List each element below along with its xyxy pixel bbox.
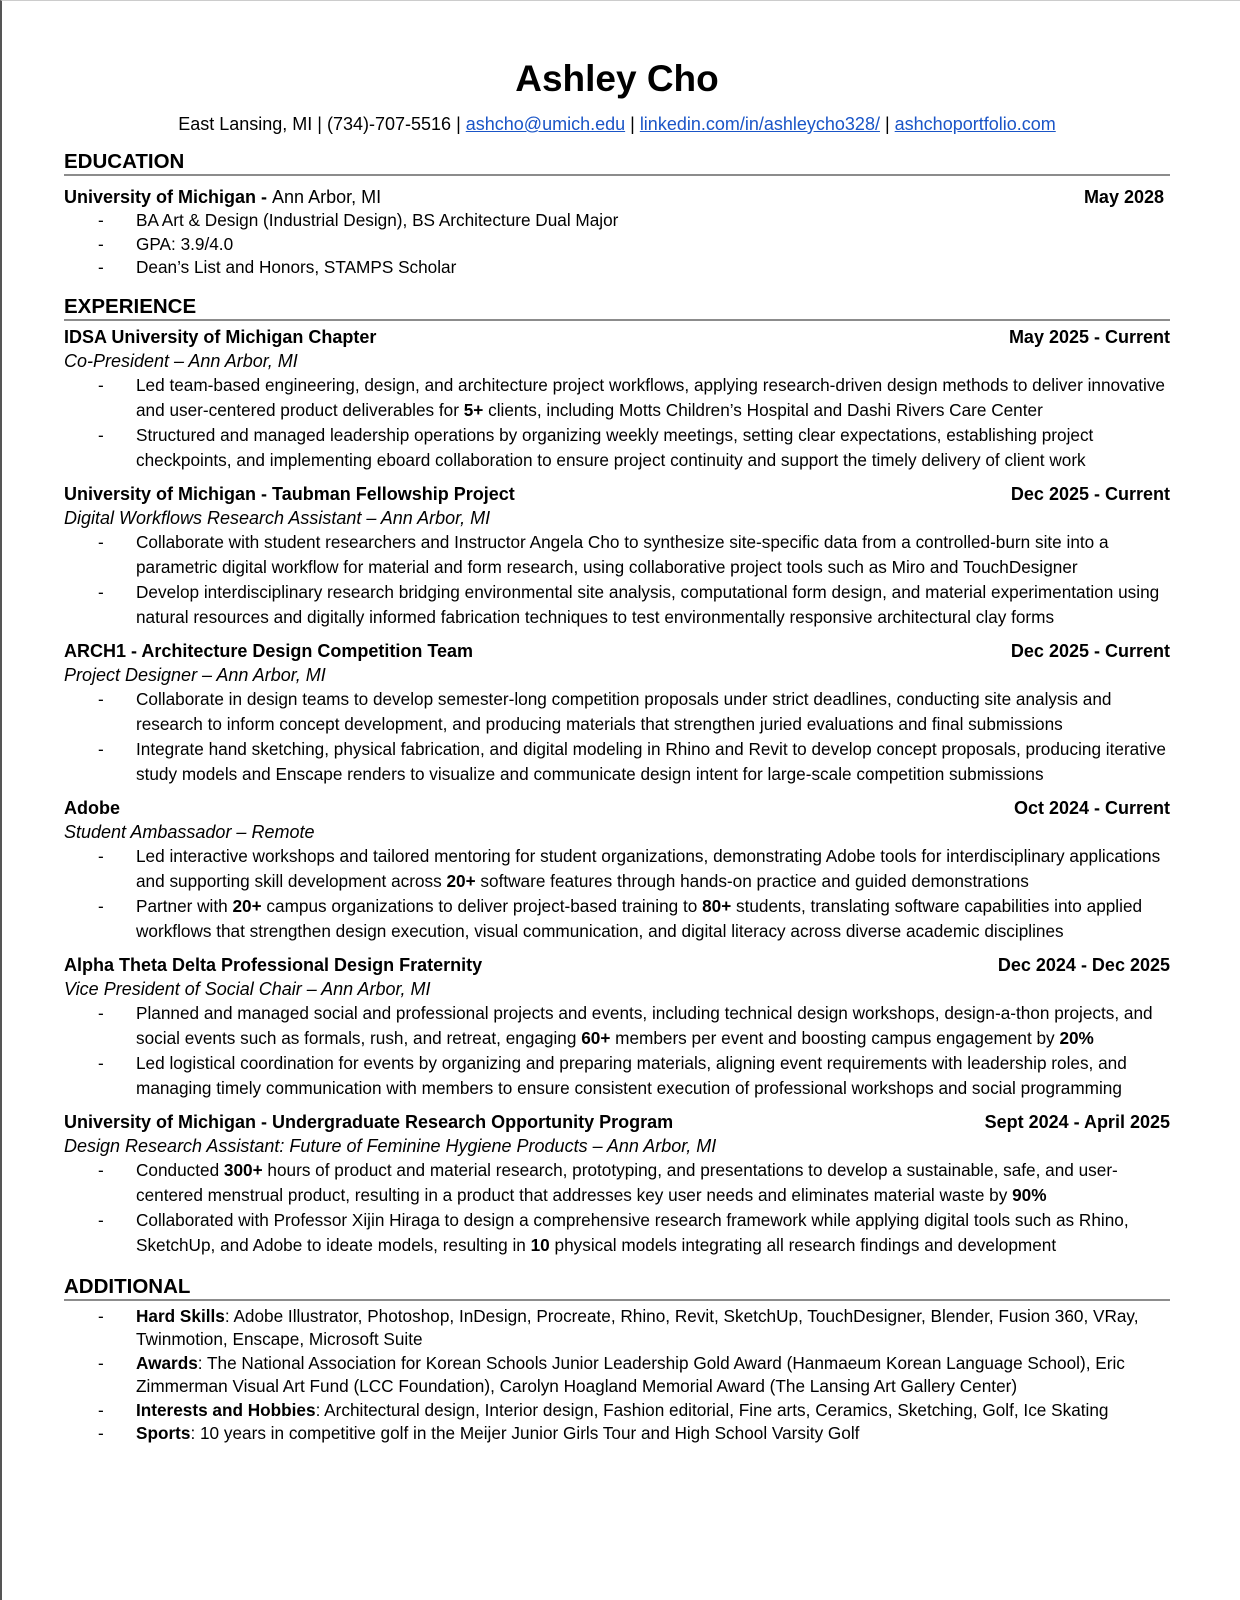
experience-bullets — [64, 1158, 1170, 1258]
education-header — [64, 185, 1170, 209]
role-title: Project Designer – Ann Arbor, MI — [64, 664, 326, 685]
bullet-text: clients, including Motts Children’s Hospital and Dashi Rivers Care Center — [483, 399, 1043, 420]
item-label: Hard Skills — [136, 1305, 225, 1326]
highlight-metric: 5+ — [463, 399, 484, 420]
education-entry — [64, 185, 1170, 280]
list-item — [64, 894, 1170, 944]
list-item — [64, 737, 1170, 787]
experience-bullets — [64, 687, 1170, 787]
experience-date: Dec 2024 - Dec 2025 — [997, 954, 1170, 975]
list-item — [64, 1208, 1170, 1258]
highlight-metric: 300+ — [223, 1159, 263, 1180]
item-text: : Architectural design, Interior design, Fashion editorial, Fine arts, Ceramics, Sketching, Golf, Ice Skating — [315, 1399, 1109, 1420]
list-item: - BA Art & Design (Industrial Design), BS Architecture Dual Major — [64, 209, 1170, 233]
bullet-text: Partner with — [136, 895, 233, 916]
experience-header — [64, 953, 1170, 977]
school-org: University of Michigan - — [64, 187, 273, 207]
experience-entry — [64, 1110, 1170, 1258]
experience-entry — [64, 482, 1170, 630]
bullet-text: Planned and managed social and professional projects and events, including technical design workshops, design-a-thon projects, and social events such as formals, rush, and retreat, engaging — [136, 1002, 1153, 1048]
education-bullets — [64, 209, 1170, 280]
organization-name: University of Michigan - Undergraduate Research Opportunity Program — [64, 1111, 674, 1132]
highlight-metric: 60+ — [581, 1027, 611, 1048]
contact-separator: | — [879, 114, 895, 134]
experience-bullets — [64, 1001, 1170, 1101]
education-date: May 2028 — [1083, 187, 1164, 207]
section-title-additional: ADDITIONAL — [64, 1276, 1170, 1301]
school-name — [64, 185, 381, 209]
highlight-metric: 20% — [1059, 1027, 1094, 1048]
section-title-experience: EXPERIENCE — [64, 296, 1170, 321]
bullet-text: Conducted — [136, 1159, 224, 1180]
list-item — [64, 844, 1170, 894]
list-item — [64, 1158, 1170, 1208]
experience-header — [64, 796, 1170, 820]
bullet-text: hours of product and material research, prototyping, and presentations to develop a sustainable, safe, and user-centered menstrual product, resulting in a product that addresses key user needs and eliminates material waste by — [136, 1159, 1118, 1205]
email-link[interactable]: ashcho@umich.edu — [465, 114, 626, 134]
role-title: Co-President – Ann Arbor, MI — [64, 350, 298, 371]
experience-bullets — [64, 844, 1170, 944]
list-item — [64, 1305, 1170, 1352]
experience-entry — [64, 325, 1170, 473]
list-item — [64, 1352, 1170, 1399]
bullet-text: members per event and boosting campus engagement by — [610, 1027, 1060, 1048]
experience-date: May 2025 - Current — [1008, 326, 1170, 347]
bullet-text: Collaborate with student researchers and Instructor Angela Cho to synthesize site-specific data from a controlled-burn site into a parametric digital workflow for material and form research, using collaborative project tools such as Miro and TouchDesigner — [136, 531, 1109, 577]
role-title: Design Research Assistant: Future of Feminine Hygiene Products – Ann Arbor, MI — [64, 1135, 717, 1156]
item-text: : Adobe Illustrator, Photoshop, InDesign, Procreate, Rhino, Revit, SketchUp, TouchDesigner, Blender, Fusion 360, VRay, Twinmotion, Enscape, Microsoft Suite — [136, 1305, 1139, 1349]
list-item — [64, 580, 1170, 630]
list-item — [64, 1399, 1170, 1423]
organization-name: IDSA University of Michigan Chapter — [64, 326, 377, 347]
list-item: - Dean’s List and Honors, STAMPS Scholar — [64, 256, 1170, 280]
school-location: Ann Arbor, MI — [272, 187, 382, 207]
bullet-text: physical models integrating all research findings and development — [549, 1234, 1057, 1255]
experience-entry — [64, 796, 1170, 944]
bullet-text: Led logistical coordination for events by organizing and preparing materials, aligning event requirements with leadership roles, and managing timely communication with members to ensure consistent execution of professional workshops and social programming — [136, 1052, 1127, 1098]
experience-bullets — [64, 373, 1170, 473]
role-title: Digital Workflows Research Assistant – Ann Arbor, MI — [64, 507, 491, 528]
bullet-text: Structured and managed leadership operations by organizing weekly meetings, setting clear expectations, establishing project checkpoints, and implementing eboard collaboration to ensure project continuity and support the timely delivery of client work — [136, 424, 1094, 470]
experience-header — [64, 1110, 1170, 1134]
list-item — [64, 1051, 1170, 1101]
contact-separator: | — [625, 114, 640, 134]
bullet-text: Collaborate in design teams to develop semester-long competition proposals under strict deadlines, conducting site analysis and research to inform concept development, and producing materials that strengthen juried evaluations and final submissions — [136, 688, 1112, 734]
candidate-name: Ashley Cho — [515, 58, 719, 99]
highlight-metric: 80+ — [702, 895, 732, 916]
experience-entry — [64, 639, 1170, 787]
item-label: Interests and Hobbies — [136, 1399, 316, 1420]
experience-header — [64, 482, 1170, 506]
highlight-metric: 90% — [1012, 1184, 1047, 1205]
highlight-metric: 10 — [530, 1234, 550, 1255]
experience-date: Dec 2025 - Current — [1010, 483, 1170, 504]
experience-date: Oct 2024 - Current — [1013, 797, 1170, 818]
experience-header — [64, 325, 1170, 349]
list-item — [64, 530, 1170, 580]
experience-date: Dec 2025 - Current — [1010, 640, 1170, 661]
experience-header — [64, 639, 1170, 663]
organization-name: ARCH1 - Architecture Design Competition Team — [64, 640, 474, 661]
bullet-text: software features through hands-on practice and guided demonstrations — [475, 870, 1029, 891]
additional-list — [64, 1305, 1170, 1446]
education-section — [64, 151, 1170, 280]
list-item — [64, 1422, 1170, 1446]
item-text: : 10 years in competitive golf in the Meijer Junior Girls Tour and High School Varsity Golf — [190, 1423, 860, 1443]
list-item — [64, 687, 1170, 737]
organization-name: Alpha Theta Delta Professional Design Fraternity — [64, 954, 483, 975]
bullet-text: Collaborated with Professor Xijin Hiraga to design a comprehensive research framework while applying digital tools such as Rhino, SketchUp, and Adobe to ideate models, resulting in — [136, 1209, 1129, 1255]
list-item — [64, 1001, 1170, 1051]
bullet-text: Integrate hand sketching, physical fabrication, and digital modeling in Rhino and Revit to develop concept proposals, producing iterative study models and Enscape renders to visualize and communicate design intent for large-scale competition submissions — [136, 738, 1166, 784]
experience-date: Sept 2024 - April 2025 — [984, 1111, 1170, 1132]
role-title: Student Ambassador – Remote — [64, 821, 315, 842]
organization-name: University of Michigan - Taubman Fellowship Project — [64, 483, 515, 504]
section-title-education: EDUCATION — [64, 151, 1170, 176]
highlight-metric: 20+ — [232, 895, 262, 916]
item-label: Sports — [136, 1423, 191, 1443]
list-item — [64, 373, 1170, 423]
bullet-text: Led interactive workshops and tailored mentoring for student organizations, demonstrating Adobe tools for interdisciplinary applications and supporting skill development across — [136, 845, 1161, 891]
list-item: - GPA: 3.9/4.0 — [64, 233, 1170, 257]
contact-line — [64, 113, 1170, 135]
role-title: Vice President of Social Chair – Ann Arbor, MI — [64, 978, 431, 999]
contact-location-phone: East Lansing, MI | (734)-707-5516 | — [178, 114, 466, 134]
experience-section — [64, 296, 1170, 1258]
portfolio-link[interactable]: ashchoportfolio.com — [894, 114, 1056, 134]
experience-bullets — [64, 530, 1170, 630]
highlight-metric: 20+ — [446, 870, 476, 891]
bullet-text: Develop interdisciplinary research bridging environmental site analysis, computational form design, and material experimentation using natural resources and digitally informed fabrication techniques to test environmentally responsive architectural clay forms — [136, 581, 1160, 627]
experience-entry — [64, 953, 1170, 1101]
bullet-text: campus organizations to deliver project-based training to — [261, 895, 703, 916]
organization-name: Adobe — [64, 797, 120, 818]
item-label: Awards — [136, 1352, 198, 1373]
bullet-text: students, translating software capabilities into applied workflows that strengthen design execution, visual communication, and digital literacy across diverse academic disciplines — [136, 895, 1143, 941]
additional-section — [64, 1276, 1170, 1446]
item-text: : The National Association for Korean Schools Junior Leadership Gold Award (Hanmaeum Korean Language School), Eric Zimmerman Visual Art Fund (LCC Foundation), Carolyn Hoagland Memorial Award (The Lansing Art Gallery Center) — [136, 1352, 1125, 1396]
bullet-text: Led team-based engineering, design, and architecture project workflows, applying research-driven design methods to deliver innovative and user-centered product deliverables for — [136, 374, 1165, 420]
linkedin-link[interactable]: linkedin.com/in/ashleycho328/ — [639, 114, 880, 134]
experience-entries — [64, 325, 1170, 1258]
list-item — [64, 423, 1170, 473]
